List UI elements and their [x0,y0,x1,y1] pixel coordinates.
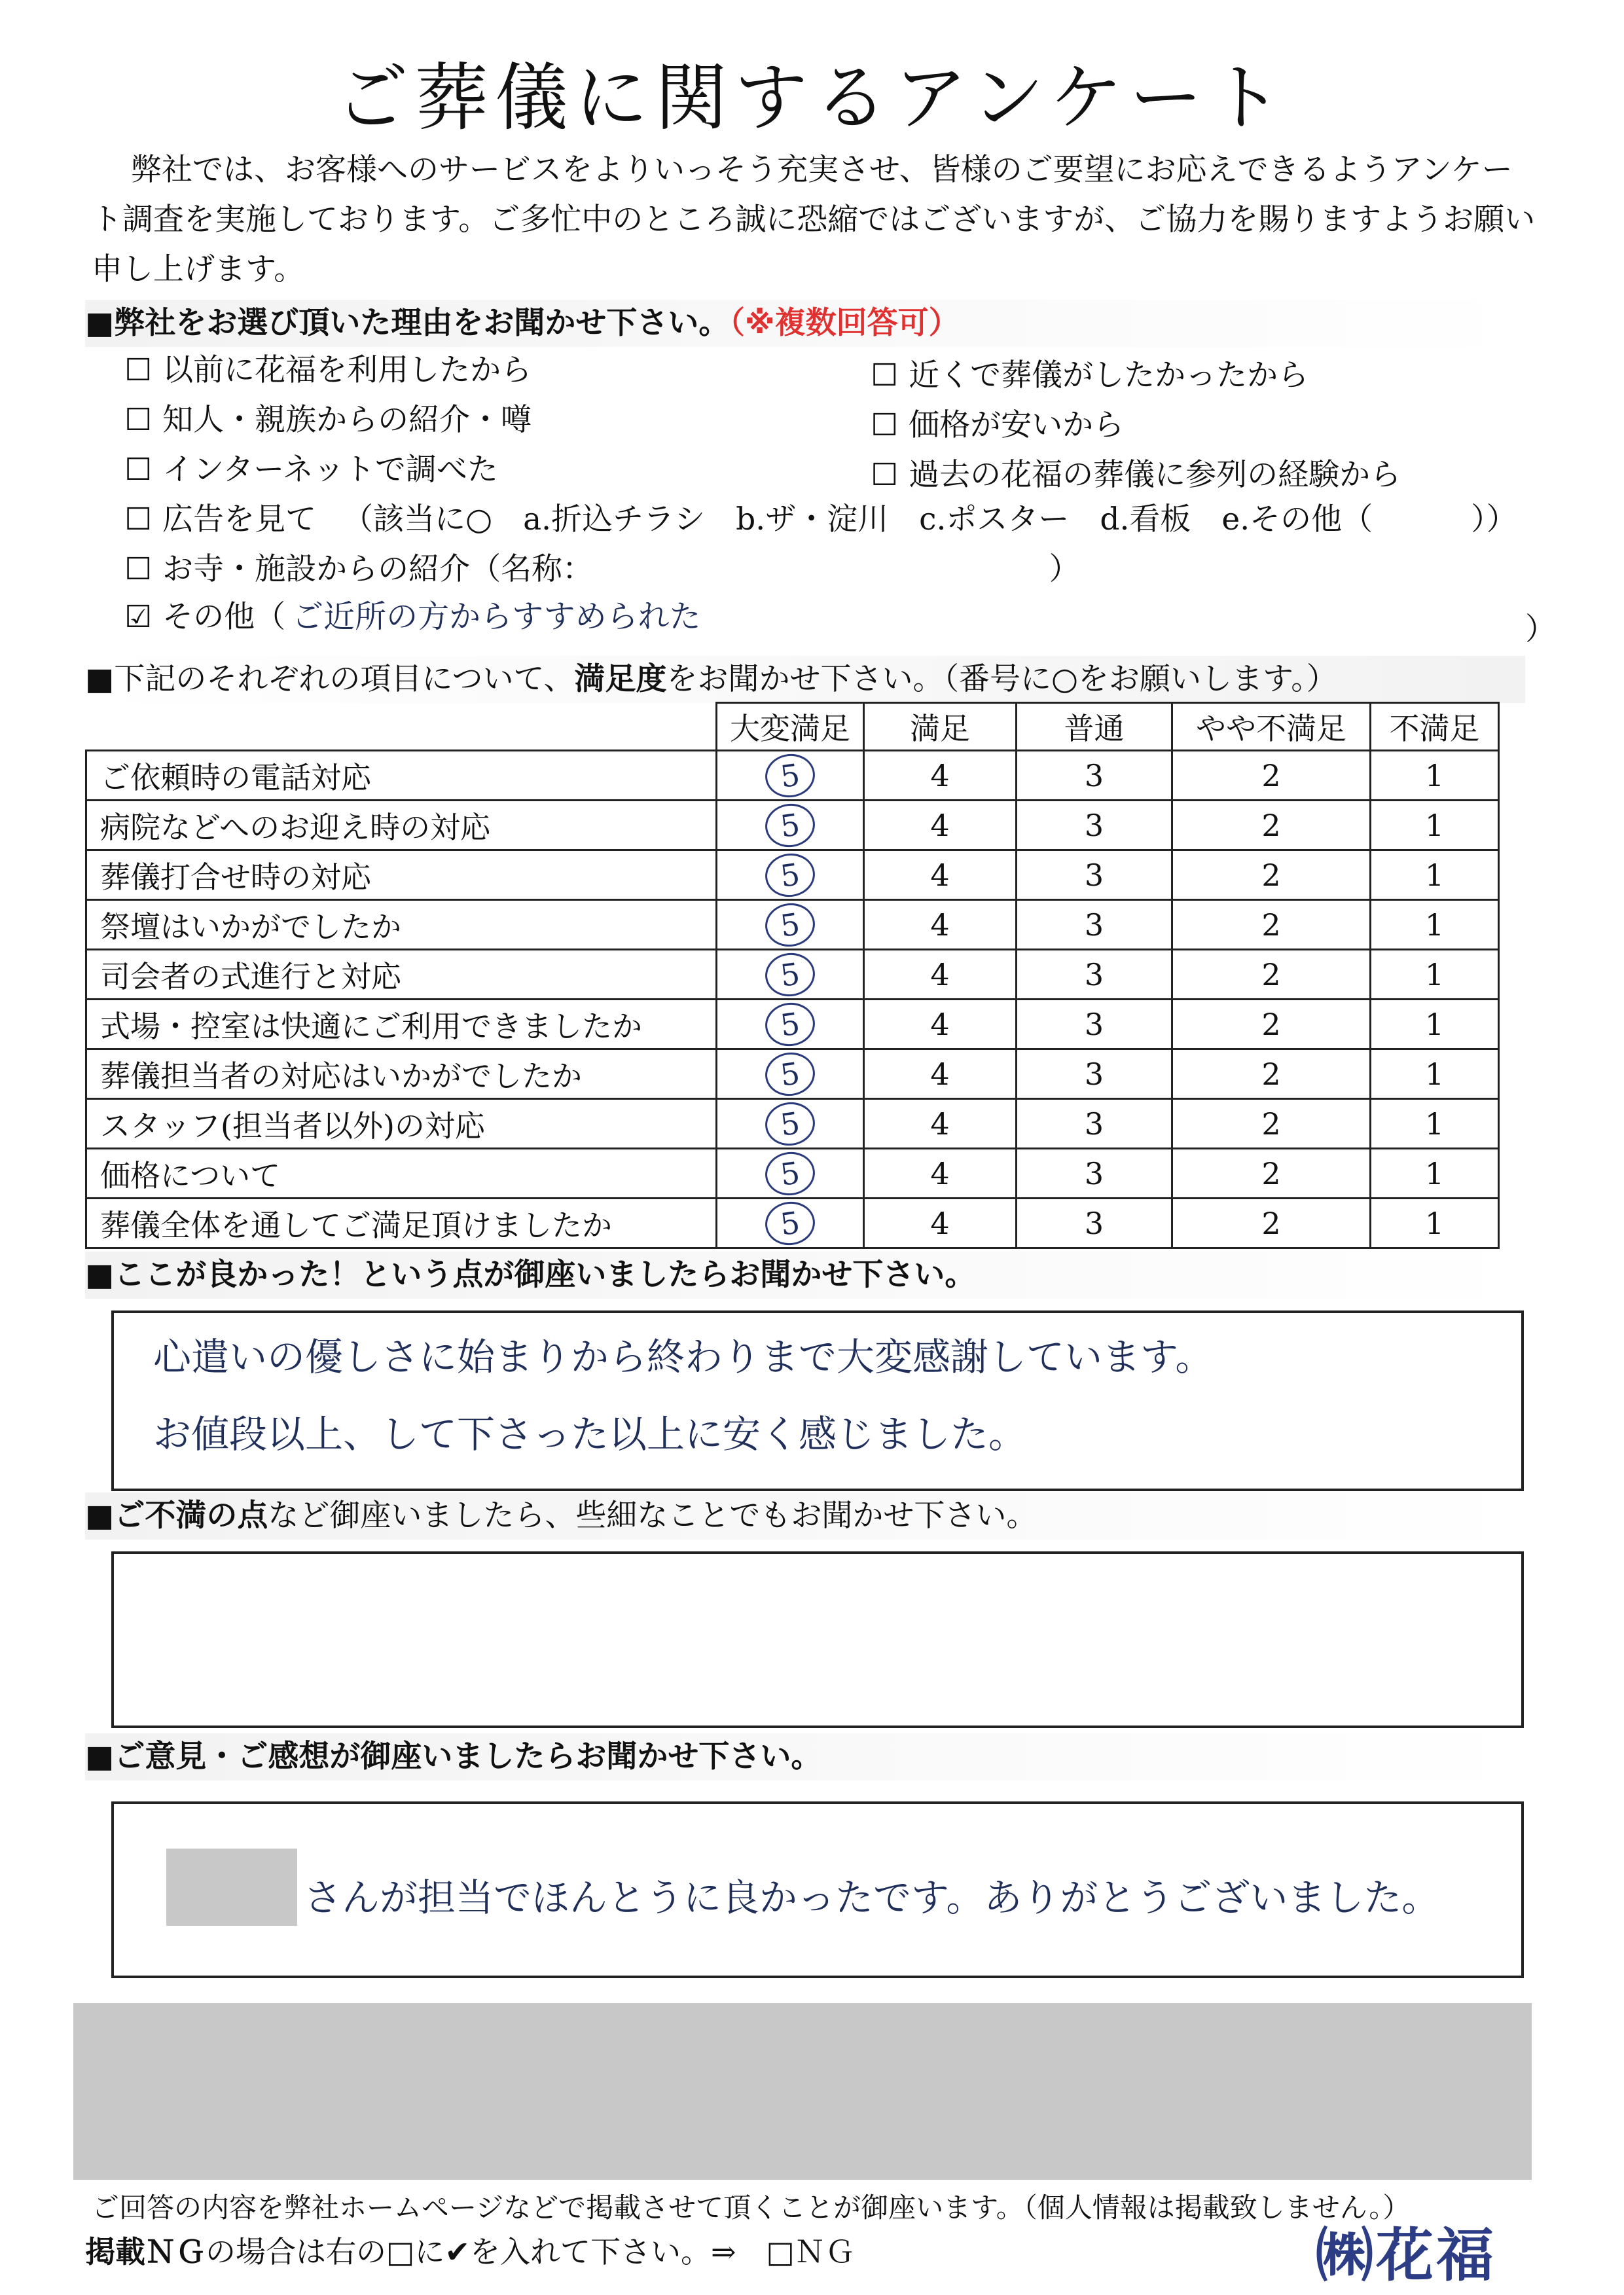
rating-value-circled: 5 [763,900,818,950]
option-label: 過去の花福の葬儀に参列の経験から [909,457,1401,493]
comments-answer-box[interactable] [111,1801,1524,1978]
question-label: 司会者の式進行と対応 [86,950,717,1000]
rating-cell[interactable] [717,1049,864,1099]
rating-value: 4 [930,1056,950,1092]
rating-value: 1 [1424,857,1445,893]
rating-cell[interactable] [864,1099,1017,1149]
checkbox-icon[interactable]: ☐ [124,501,153,537]
table-row [86,1000,1499,1049]
comments-answer: さんが担当でほんとうに良かったです。ありがとうございました。 [304,1875,1440,1920]
table-body [86,751,1499,1248]
rating-value: 1 [1424,1155,1445,1191]
redacted-area [73,2003,1532,2180]
table-row [86,801,1499,850]
checkbox-icon[interactable]: ☐ [124,452,153,488]
column-header: 大変満足 [717,703,864,751]
section-complaints-title-post: など御座いましたら、些細なことでもお聞かせ下さい。 [268,1498,1038,1534]
question-label: 葬儀打合せ時の対応 [86,850,717,900]
rating-value: 3 [1084,807,1104,843]
rating-value: 3 [1084,1006,1104,1042]
rating-cell[interactable] [1172,900,1371,950]
column-header: 満足 [864,703,1017,751]
rating-value: 4 [930,1006,950,1042]
rating-value-circled: 5 [763,1099,818,1149]
rating-value: 4 [930,857,950,893]
rating-cell[interactable] [1017,1049,1172,1099]
option-label: その他（ [162,599,286,635]
rating-value: 2 [1261,1155,1281,1191]
checkbox-icon[interactable]: ☐ [124,551,153,587]
option-advertisement[interactable] [124,500,1517,539]
rating-cell[interactable] [717,801,864,850]
rating-value: 1 [1424,807,1445,843]
ng-bold-label: 掲載ＮＧ [85,2234,206,2269]
rating-value: 2 [1261,956,1281,992]
section-comments-header [85,1733,1525,1780]
ng-instruction-post[interactable]: を入れて下さい。⇒ □ＮＧ [470,2234,856,2269]
checkbox-checked-icon[interactable]: ☑ [124,599,153,635]
table-header-row [86,703,1499,751]
rating-value: 1 [1424,956,1445,992]
rating-value: 2 [1261,1205,1281,1241]
page-title: ご葬儀に関するアンケート [334,56,1290,141]
ad-choices: （該当に○ a.折込チラシ b.ザ・淀川 c.ポスター d.看板 e.その他（ [342,501,1373,537]
option-attended-before[interactable] [871,456,1401,495]
redacted-name-block [166,1849,297,1926]
table-row [86,1099,1499,1149]
rating-cell[interactable] [864,850,1017,900]
option-price[interactable] [871,406,1124,445]
rating-value: 3 [1084,956,1104,992]
rating-cell[interactable] [717,850,864,900]
checkbox-icon[interactable]: ☐ [871,357,899,393]
rating-cell[interactable] [1017,1199,1172,1248]
rating-value-circled: 5 [763,801,818,850]
rating-cell[interactable] [1017,850,1172,900]
section-marker: ■ [85,1257,115,1293]
rating-value: 4 [930,1155,950,1191]
section-complaints-title-bold: ご不満の点 [114,1498,268,1534]
option-temple[interactable] [124,550,1080,589]
rating-cell[interactable] [864,1000,1017,1049]
column-header: 不満足 [1371,703,1499,751]
other-close: ） [1525,611,1556,647]
question-label: 葬儀全体を通してご満足頂けましたか [86,1199,717,1248]
rating-cell[interactable] [1017,751,1172,801]
section-marker: ■ [85,1498,115,1534]
rating-value: 3 [1084,857,1104,893]
checkmark-icon: ✔ [444,2234,471,2269]
ad-close: ）） [1471,501,1517,537]
rating-cell[interactable] [1172,1099,1371,1149]
ng-instruction-mid: の場合は右の□に [206,2234,445,2269]
section-satisfaction-title-bold: 満足度 [574,661,667,697]
rating-value: 1 [1424,757,1445,793]
question-label: 葬儀担当者の対応はいかがでしたか [86,1049,717,1099]
rating-value: 1 [1424,1205,1445,1241]
option-label: インターネットで調べた [162,452,498,488]
rating-cell[interactable] [1371,900,1499,950]
rating-cell[interactable] [1371,1099,1499,1149]
rating-value: 4 [930,757,950,793]
rating-value-circled: 5 [763,751,818,801]
section-marker: ■ [85,1739,115,1775]
question-label: スタッフ(担当者以外)の対応 [86,1099,717,1149]
rating-cell[interactable] [1371,850,1499,900]
section-satisfaction-header [85,656,1525,703]
rating-value: 4 [930,807,950,843]
rating-value: 1 [1424,1106,1445,1142]
rating-value: 2 [1261,1006,1281,1042]
table-row [86,900,1499,950]
rating-cell[interactable] [1017,801,1172,850]
column-header: やや不満足 [1172,703,1371,751]
other-handwritten-answer: ご近所の方からすすめられた [292,598,701,635]
option-label: 近くで葬儀がしたかったから [909,357,1309,393]
rating-cell[interactable] [717,1000,864,1049]
rating-cell[interactable] [717,950,864,1000]
rating-value: 4 [930,1106,950,1142]
option-internet[interactable] [124,450,498,490]
rating-value: 4 [930,907,950,943]
rating-cell[interactable] [1172,950,1371,1000]
section-good-points-header [85,1252,1525,1299]
rating-cell[interactable] [1371,950,1499,1000]
section-marker: ■ [85,305,115,341]
good-points-answer-box[interactable] [111,1310,1524,1491]
rating-cell[interactable] [864,1049,1017,1099]
rating-value: 3 [1084,1106,1104,1142]
rating-cell[interactable] [1017,1099,1172,1149]
rating-cell[interactable] [864,1149,1017,1199]
good-points-answer-line1: 心遣いの優しさに始まりから終わりまで大変感謝しています。 [153,1335,1214,1379]
checkbox-icon[interactable]: ☐ [871,457,899,493]
question-label: 価格について [86,1149,717,1199]
company-logo: ㈱花福 [1316,2222,1497,2289]
rating-cell[interactable] [717,751,864,801]
option-label: 以前に花福を利用したから [162,352,532,388]
rating-value-circled: 5 [763,1149,818,1199]
rating-cell[interactable] [1371,1049,1499,1099]
rating-cell[interactable] [864,1199,1017,1248]
rating-cell[interactable] [1017,950,1172,1000]
rating-cell[interactable] [1371,801,1499,850]
rating-cell[interactable] [864,900,1017,950]
rating-value: 1 [1424,1006,1445,1042]
rating-cell[interactable] [864,801,1017,850]
option-nearby[interactable] [871,356,1308,395]
option-label: 知人・親族からの紹介・噂 [162,402,532,438]
rating-cell[interactable] [1172,751,1371,801]
option-prior-use[interactable] [124,351,532,390]
question-label: 祭壇はいかがでしたか [86,900,717,950]
rating-value-circled: 5 [763,950,818,1000]
rating-value-circled: 5 [763,850,818,900]
rating-value-circled: 5 [763,1199,818,1248]
rating-value: 4 [930,1205,950,1241]
rating-cell[interactable] [1017,900,1172,950]
rating-cell[interactable] [864,751,1017,801]
rating-cell[interactable] [717,1199,864,1248]
rating-cell[interactable] [1371,751,1499,801]
table-row [86,850,1499,900]
table-row [86,1049,1499,1099]
table-row [86,751,1499,801]
rating-cell[interactable] [1371,1000,1499,1049]
rating-cell[interactable] [1172,1000,1371,1049]
rating-cell[interactable] [1172,850,1371,900]
rating-cell[interactable] [717,900,864,950]
table-row [86,1199,1499,1248]
good-points-answer-line2: お値段以上、して下さった以上に安く感じました。 [153,1412,1027,1456]
rating-cell[interactable] [1371,1149,1499,1199]
rating-cell[interactable] [1172,1049,1371,1099]
rating-value: 2 [1261,807,1281,843]
question-label: 病院などへのお迎え時の対応 [86,801,717,850]
checkbox-icon[interactable]: ☐ [871,407,899,443]
section-good-points-title: ここが良かった！という点が御座いましたらお聞かせ下さい。 [114,1257,976,1293]
rating-value: 2 [1261,857,1281,893]
temple-close: ） [1049,551,1080,587]
option-label: お寺・施設からの紹介（名称： [162,551,578,587]
rating-value: 2 [1261,907,1281,943]
rating-cell[interactable] [1172,1149,1371,1199]
rating-cell[interactable] [717,1149,864,1199]
rating-cell[interactable] [717,1099,864,1149]
footer-notice: ご回答の内容を弊社ホームページなどで掲載させて頂くことが御座います。（個人情報は掲載致しません。） [92,2192,1411,2224]
question-label: ご依頼時の電話対応 [86,751,717,801]
option-referral[interactable] [124,401,532,440]
rating-cell[interactable] [1017,1149,1172,1199]
option-other[interactable] [124,597,701,637]
section-complaints-header [85,1492,1525,1540]
option-label: 価格が安いから [909,407,1125,443]
rating-value: 1 [1424,1056,1445,1092]
option-label: 広告を見て [162,501,317,537]
complaints-answer-box[interactable] [111,1551,1524,1728]
checkbox-icon[interactable]: ☐ [124,352,153,388]
section-marker: ■ [85,661,115,697]
rating-value: 3 [1084,1056,1104,1092]
section-comments-title: ご意見・ご感想が御座いましたらお聞かせ下さい。 [114,1739,822,1775]
checkbox-icon[interactable]: ☐ [124,402,153,438]
rating-cell[interactable] [1172,801,1371,850]
table-row [86,1149,1499,1199]
table-header-blank [86,703,717,751]
rating-cell[interactable] [1371,1199,1499,1248]
rating-value-circled: 5 [763,1000,818,1049]
section-reasons-header [85,300,1525,347]
rating-cell[interactable] [864,950,1017,1000]
rating-value: 4 [930,956,950,992]
rating-value: 1 [1424,907,1445,943]
rating-value: 2 [1261,1106,1281,1142]
rating-value: 2 [1261,757,1281,793]
table-row [86,950,1499,1000]
rating-value: 3 [1084,757,1104,793]
rating-value: 2 [1261,1056,1281,1092]
rating-cell[interactable] [1172,1199,1371,1248]
section-reasons-title: 弊社をお選び頂いた理由をお聞かせ下さい。 [114,305,730,341]
rating-value-circled: 5 [763,1049,818,1099]
rating-value: 3 [1084,1205,1104,1241]
rating-value: 3 [1084,1155,1104,1191]
section-satisfaction-title-pre: 下記のそれぞれの項目について、 [114,661,575,697]
rating-cell[interactable] [1017,1000,1172,1049]
section-satisfaction-title-post: をお聞かせ下さい。（番号に○をお願いします。） [666,661,1337,697]
column-header: 普通 [1017,703,1172,751]
rating-value: 3 [1084,907,1104,943]
satisfaction-table [85,702,1500,1249]
multiple-answers-note: （※複数回答可） [729,305,960,341]
intro-paragraph: 弊社では、お客様へのサービスをよりいっそう充実させ、皆様のご要望にお応えできるようアンケート調査を実施しております。ご多忙中のところ誠に恐縮ではございますが、ご協力を賜りますようお願い申し上げます。 [92,152,1536,287]
footer-ng-instruction [85,2228,855,2271]
question-label: 式場・控室は快適にご利用できましたか [86,1000,717,1049]
